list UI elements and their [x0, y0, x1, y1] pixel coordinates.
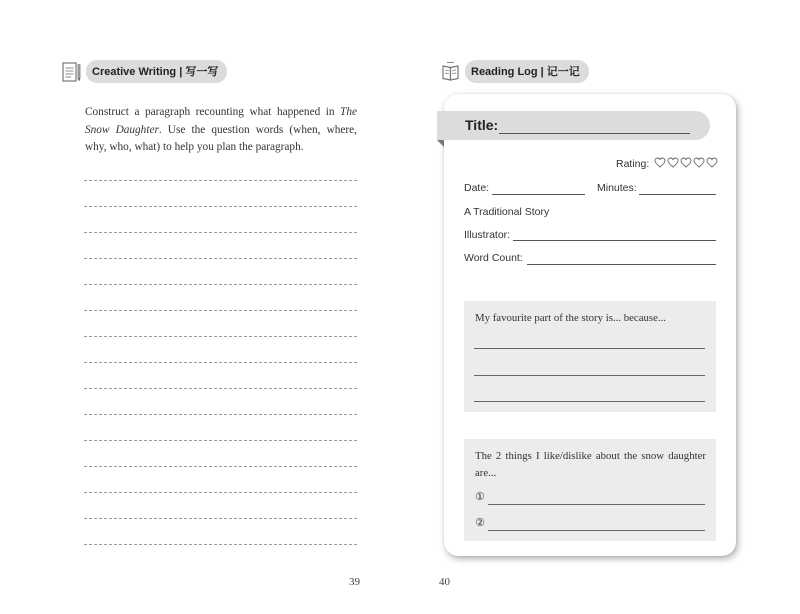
- title-tab-fold: [437, 140, 444, 147]
- word-count-label: Word Count:: [464, 252, 523, 264]
- open-book-icon: [441, 61, 461, 83]
- writing-line[interactable]: [84, 336, 357, 337]
- writing-line[interactable]: [84, 284, 357, 285]
- title-label: Title:: [465, 117, 499, 133]
- heart-icon[interactable]: [706, 157, 718, 168]
- title-field[interactable]: [499, 133, 690, 134]
- word-count-field[interactable]: [527, 264, 716, 265]
- writing-line[interactable]: [84, 206, 357, 207]
- heart-icon[interactable]: [693, 157, 705, 168]
- page-number-left: 39: [349, 576, 360, 588]
- likes-dislikes-prompt: The 2 things I like/dislike about the snow daughter are...: [475, 450, 706, 479]
- writing-line[interactable]: [84, 362, 357, 363]
- illustrator-field[interactable]: [513, 240, 716, 241]
- favourite-answer-line-2[interactable]: [474, 375, 705, 376]
- writing-line[interactable]: [84, 440, 357, 441]
- writing-line[interactable]: [84, 544, 357, 545]
- date-label: Date:: [464, 182, 490, 194]
- heart-icon[interactable]: [654, 157, 666, 168]
- notebook-pen-icon: [62, 61, 82, 83]
- favourite-answer-line-1[interactable]: [474, 348, 705, 349]
- rating-label: Rating:: [616, 158, 650, 170]
- instructions-text-2: . Use the question words (when, where, why, who, what) to help you plan the paragraph.: [85, 123, 357, 153]
- writing-line[interactable]: [84, 414, 357, 415]
- illustrator-label: Illustrator:: [464, 229, 511, 241]
- writing-line[interactable]: [84, 258, 357, 259]
- writing-instructions: [85, 104, 357, 157]
- writing-line[interactable]: [84, 492, 357, 493]
- likes-answer-line-1[interactable]: [488, 504, 705, 505]
- writing-line[interactable]: [84, 518, 357, 519]
- creative-writing-title: Creative Writing | 写一写: [86, 60, 227, 83]
- writing-line[interactable]: [84, 310, 357, 311]
- reading-log-header: [441, 60, 589, 83]
- rating-row: [616, 157, 718, 170]
- book-title: The Snow Daughter: [85, 106, 357, 136]
- favourite-answer-line-3[interactable]: [474, 401, 705, 402]
- rating-hearts[interactable]: [654, 157, 718, 168]
- genre-text: A Traditional Story: [464, 206, 550, 218]
- likes-answer-line-2[interactable]: [488, 530, 705, 531]
- item-marker-2: ②: [475, 516, 485, 529]
- heart-icon[interactable]: [667, 157, 679, 168]
- minutes-field[interactable]: [639, 194, 716, 195]
- item-marker-1: ①: [475, 490, 485, 503]
- writing-line[interactable]: [84, 180, 357, 181]
- writing-line[interactable]: [84, 232, 357, 233]
- reading-log-title: Reading Log | 记一记: [465, 60, 589, 83]
- page-number-right: 40: [439, 576, 450, 588]
- writing-line[interactable]: [84, 466, 357, 467]
- minutes-label: Minutes:: [597, 182, 637, 194]
- favourite-part-prompt: My favourite part of the story is... because...: [475, 312, 666, 324]
- creative-writing-header: [62, 60, 227, 83]
- instructions-text-1: Construct a paragraph recounting what happened in: [85, 106, 341, 118]
- writing-line[interactable]: [84, 388, 357, 389]
- date-field[interactable]: [492, 194, 585, 195]
- heart-icon[interactable]: [680, 157, 692, 168]
